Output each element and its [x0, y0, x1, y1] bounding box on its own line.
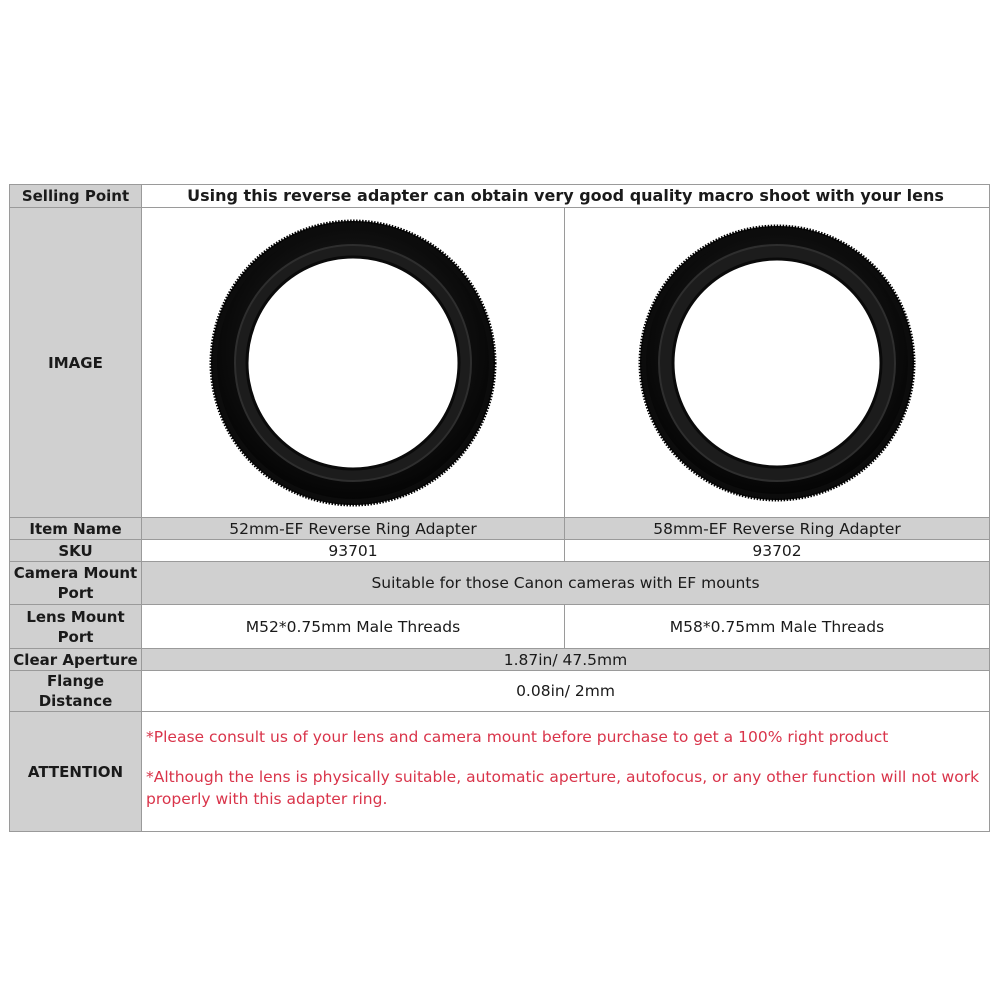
attention-label: ATTENTION	[10, 712, 142, 832]
attention-note-compatibility: *Although the lens is physically suitable, automatic aperture, autofocus, or any other function will not work properly with this adapter ring.	[146, 768, 980, 808]
item-name-52mm: 52mm-EF Reverse Ring Adapter	[142, 518, 565, 540]
camera-mount-label-line2: Port	[57, 584, 94, 602]
item-name-label: Item Name	[10, 518, 142, 540]
camera-mount-row	[10, 562, 990, 605]
flange-distance-row	[10, 671, 990, 712]
attention-note-consult: *Please consult us of your lens and camera mount before purchase to get a 100% right product	[146, 728, 889, 746]
camera-mount-label	[10, 562, 142, 605]
selling-point-value: Using this reverse adapter can obtain very good quality macro shoot with your lens	[142, 185, 990, 208]
sku-52mm: 93701	[142, 540, 565, 562]
clear-aperture-row	[10, 649, 990, 671]
lens-mount-52mm: M52*0.75mm Male Threads	[142, 605, 565, 649]
lens-mount-label-line1: Lens Mount	[26, 607, 125, 626]
ring-image-52mm	[142, 208, 565, 518]
ring-image-58mm	[565, 208, 990, 518]
flange-distance-value: 0.08in/ 2mm	[142, 671, 990, 712]
camera-mount-label-line1: Camera Mount	[13, 564, 138, 582]
attention-row	[10, 712, 990, 832]
image-label: IMAGE	[10, 208, 142, 518]
flange-distance-label: Flange Distance	[10, 671, 142, 712]
selling-point-row	[10, 185, 990, 208]
lens-mount-row	[10, 605, 990, 649]
camera-mount-value: Suitable for those Canon cameras with EF mounts	[142, 562, 990, 605]
sku-label: SKU	[10, 540, 142, 562]
spec-table	[9, 184, 990, 832]
item-name-58mm: 58mm-EF Reverse Ring Adapter	[565, 518, 990, 540]
lens-mount-label-line2: Port	[57, 627, 94, 646]
reverse-ring-52mm-image	[198, 213, 508, 513]
lens-mount-label	[10, 605, 142, 649]
lens-mount-58mm: M58*0.75mm Male Threads	[565, 605, 990, 649]
clear-aperture-label: Clear Aperture	[10, 649, 142, 671]
selling-point-label: Selling Point	[10, 185, 142, 208]
attention-notes	[142, 712, 990, 832]
item-name-row	[10, 518, 990, 540]
image-row	[10, 208, 990, 518]
sku-58mm: 93702	[565, 540, 990, 562]
clear-aperture-value: 1.87in/ 47.5mm	[142, 649, 990, 671]
reverse-ring-58mm-image	[627, 213, 927, 513]
sku-row	[10, 540, 990, 562]
